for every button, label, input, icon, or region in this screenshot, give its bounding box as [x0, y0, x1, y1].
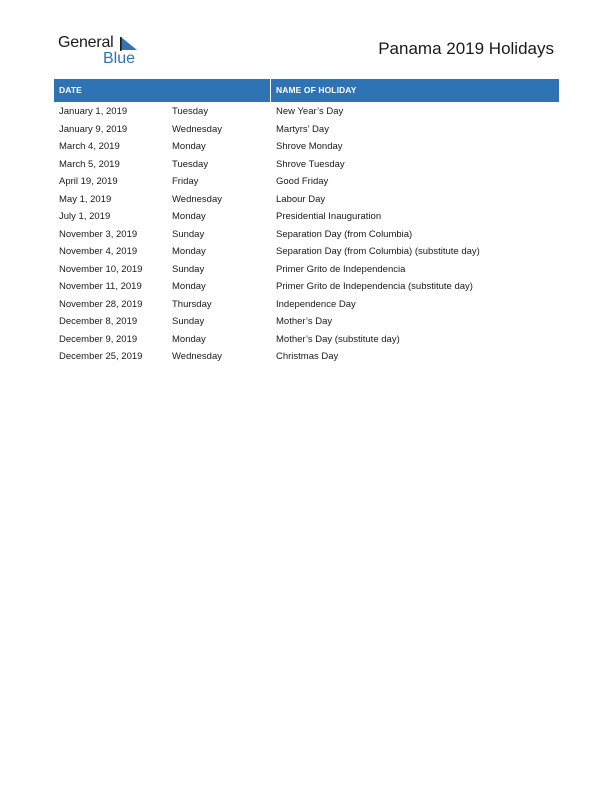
holiday-date: January 1, 2019	[59, 106, 128, 117]
holiday-name: Shrove Tuesday	[276, 158, 345, 170]
table-row	[54, 261, 559, 279]
generalblue-logo	[58, 34, 148, 68]
holiday-name: Good Friday	[276, 176, 329, 187]
holiday-weekday: Thursday	[172, 298, 212, 310]
holiday-name: New Year’s Day	[276, 106, 344, 117]
holiday-name: Martyrs’ Day	[276, 123, 329, 135]
holiday-date: January 9, 2019	[59, 123, 128, 135]
holiday-weekday: Monday	[172, 333, 206, 345]
holiday-date: April 19, 2019	[59, 176, 118, 187]
holiday-date: November 4, 2019	[59, 246, 138, 257]
header-divider	[270, 79, 271, 102]
logo-text-blue: Blue	[103, 50, 136, 67]
holiday-weekday: Tuesday	[172, 106, 209, 117]
holiday-name: Primer Grito de Independencia (substitute day)	[276, 281, 473, 292]
holiday-date: November 3, 2019	[59, 228, 138, 240]
table-row	[54, 208, 559, 226]
holiday-date: December 9, 2019	[59, 333, 138, 345]
table-row	[54, 331, 559, 349]
holiday-name: Shrove Monday	[276, 141, 343, 152]
holiday-date: November 28, 2019	[59, 298, 143, 310]
holiday-name: Christmas Day	[276, 351, 339, 362]
table-row	[54, 296, 559, 314]
holiday-weekday: Monday	[172, 211, 206, 222]
holiday-name: Primer Grito de Independencia	[276, 263, 406, 275]
holiday-date: December 25, 2019	[59, 351, 143, 362]
holiday-name: Mother’s Day (substitute day)	[276, 333, 400, 345]
holiday-weekday: Tuesday	[172, 158, 209, 170]
holiday-weekday: Wednesday	[172, 351, 222, 362]
table-row	[54, 121, 559, 139]
holiday-date: December 8, 2019	[59, 316, 138, 327]
holiday-name: Presidential Inauguration	[276, 211, 382, 222]
holiday-name: Labour Day	[276, 193, 326, 205]
table-row	[54, 173, 559, 191]
holiday-weekday: Sunday	[172, 228, 205, 240]
table-row	[54, 103, 559, 121]
table-body	[54, 103, 559, 366]
holiday-weekday: Monday	[172, 246, 206, 257]
holiday-weekday: Friday	[172, 176, 199, 187]
table-row	[54, 243, 559, 261]
holiday-name: Separation Day (from Columbia) (substitute day)	[276, 246, 480, 257]
holidays-table	[54, 79, 559, 366]
table-row	[54, 138, 559, 156]
holiday-weekday: Wednesday	[172, 193, 222, 205]
column-header-name: NAME OF HOLIDAY	[276, 85, 357, 95]
holiday-weekday: Sunday	[172, 263, 205, 275]
holiday-weekday: Monday	[172, 281, 206, 292]
table-row	[54, 191, 559, 209]
table-row	[54, 313, 559, 331]
holiday-date: November 10, 2019	[59, 263, 143, 275]
holiday-name: Separation Day (from Columbia)	[276, 228, 413, 240]
table-row	[54, 278, 559, 296]
column-header-date: DATE	[59, 85, 82, 95]
flag-icon	[120, 37, 138, 51]
page-title: Panama 2019 Holidays	[378, 39, 554, 58]
table-row	[54, 226, 559, 244]
holiday-weekday: Sunday	[172, 316, 205, 327]
holiday-weekday: Monday	[172, 141, 206, 152]
logo-text-general: General	[58, 34, 114, 51]
holiday-name: Independence Day	[276, 298, 356, 310]
table-header	[54, 79, 559, 102]
holiday-date: July 1, 2019	[59, 211, 111, 222]
holiday-date: November 11, 2019	[59, 281, 142, 292]
holiday-date: May 1, 2019	[59, 193, 112, 205]
holiday-weekday: Wednesday	[172, 123, 222, 135]
table-row	[54, 156, 559, 174]
table-row	[54, 348, 559, 366]
holiday-name: Mother’s Day	[276, 316, 333, 327]
holiday-date: March 5, 2019	[59, 158, 120, 170]
holiday-date: March 4, 2019	[59, 141, 120, 152]
